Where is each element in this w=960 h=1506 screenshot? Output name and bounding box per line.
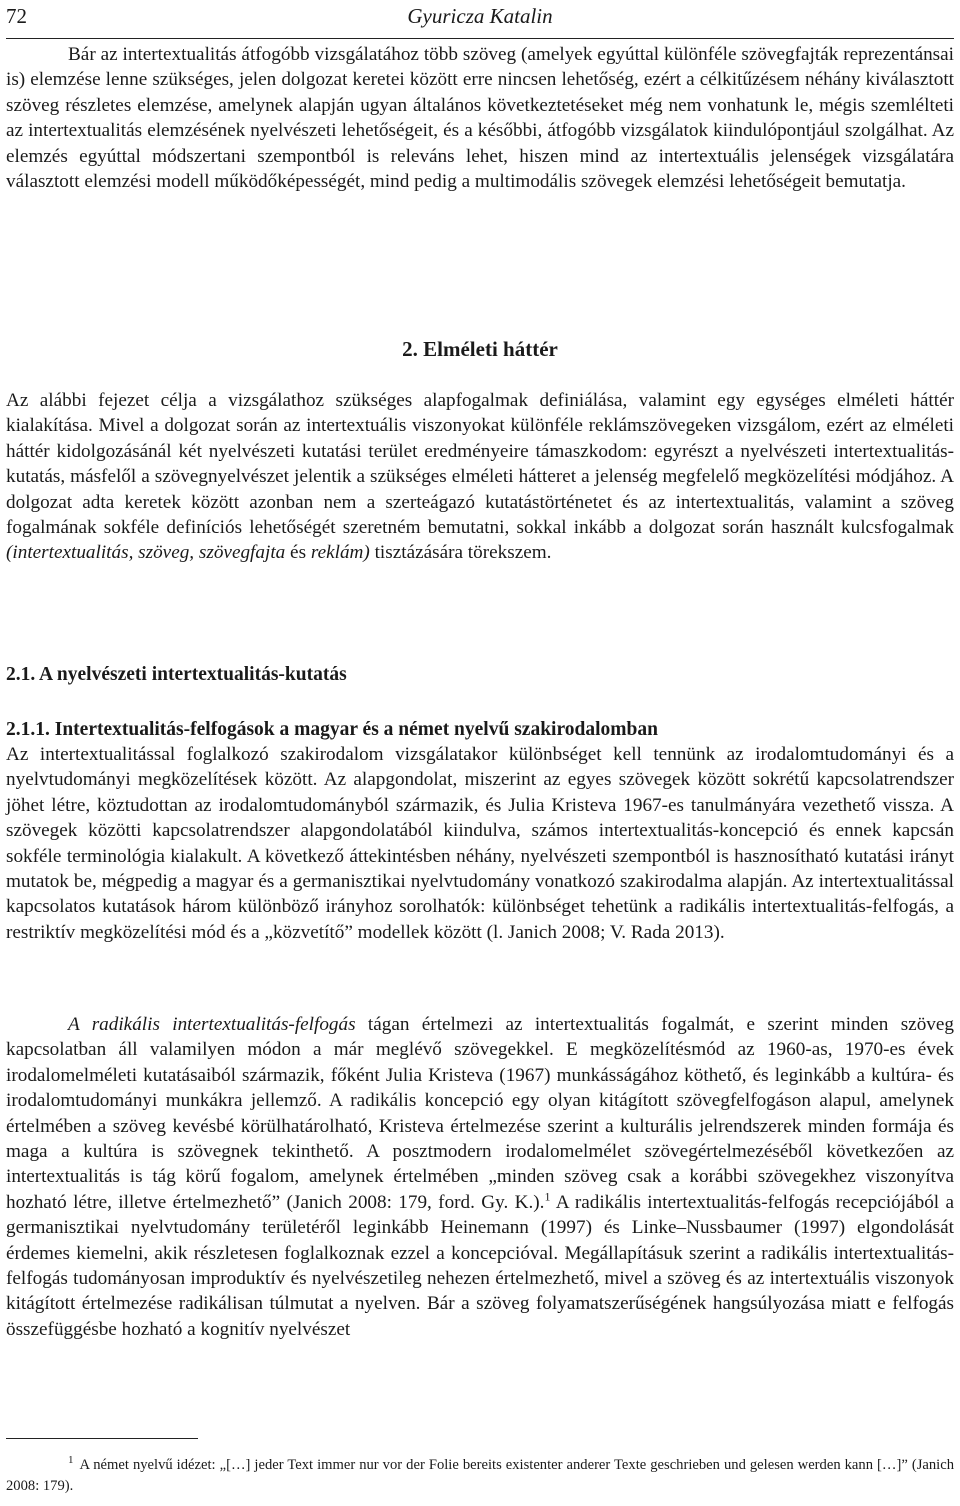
page-number: 72 xyxy=(6,4,27,28)
conjunction-text: és xyxy=(285,542,311,564)
section-2-1-1-paragraph-1: Az intertextualitással foglalkozó szakirodalom vizsgálatakor különbséget kell tennünk az irodalomtudományi és a nyelvtudományi megközelítések között. Az alapgondolat, miszerint az egyes szövegek között sokrétű kapcsolatrendszer jöhet létre, köztudottan az irodalomtudományból származik, és Julia Kristeva 1967-es tanulmányára vezethető vissza. A szövegek közötti kapcsolatrendszer alapgondolatából kiindulva, számos intertextualitás-koncepció és ennek kapcsán sokféle terminológia kialakult. A következő áttekintésben néhány, nyelvészeti szempontból is hasznosítható kutatási irányt mutatok be, mégpedig a magyar és a germanisztikai nyelvtudomány vonatkozó szakirodalma alapján. Az intertextualitással kapcsolatos kutatások három különböző irányhoz sorolhatók: különbséget tehetünk a radikális intertextualitás-felfogás, a restriktív megközelítési mód és a „közvetítő” modellek között (l. Janich 2008; V. Rada 2013). xyxy=(6,744,954,943)
section-2-text: Az alábbi fejezet célja a vizsgálathoz szükséges alapfogalmak definiálása, valamint egy egységes elméleti háttér kialakítása. Mivel a dolgozat során az intertextuális viszonyokat különféle reklámszövegeken vizsgálom, ezért az elméleti háttér kidolgozásánál két nyelvészeti kutatási terület eredményeire támaszkodom: egyrészt a nyelvészeti intertextualitás-kutatás, másfelől a szövegnyelvészet jelentik a szükséges elméleti hátteret a jelenség megfelelő megközelítési módjához. A dolgozat adta keretek között azonban nem a szerteágazó kutatástörténetet és az intertextualitás, valamint a szöveg fogalmának sokféle definíciós lehetőségét szeretném bemutatni, sokkal inkább a dolgozat során használt kulcsfogalmak xyxy=(6,390,954,539)
section-2-1-1-heading: 2.1.1. Intertextualitás-felfogások a magyar és a német nyelvű szakirodalomban xyxy=(6,719,658,740)
paragraph-2-text-a: tágan értelmezi az intertextualitás fogalmát, e szerint minden szöveg kapcsolatban áll valamilyen módon a már meglévő szövegekkel. E megközelítésmód az 1960-as, 1970-es évek irodalomelméleti kutatásaiból származik, főként Julia Kristeva (1967) munkásságához köthető, és leginkább a kultúra- és irodalomtudományi munkákra jellemző. A radikális koncepció egy olyan kitágított szövegfelfogáson alapul, amelynek értelmében a szöveg kevésbé körülhatárolható, Kristeva értelmezése szerint a kulturális jelrendszerek minden formája és maga a kultúra is szövegnek tekinthető. A posztmodern irodalomelmélet szövegértelmezéséből következően az intertextualitás is tág körű fogalom, amelynek értelmében „minden szöveg csak a korábbi szövegekhez viszonyítva hozható létre, illetve értelmezhető” (Janich 2008: 179, ford. Gy. K.). xyxy=(6,1014,954,1213)
keyword-list: (intertextualitás, szöveg, szövegfajta xyxy=(6,542,286,564)
header-rule xyxy=(6,38,954,39)
footnote-number: 1 xyxy=(68,1454,74,1467)
running-header xyxy=(6,0,954,34)
footnote-marker[interactable]: 1 xyxy=(544,1189,551,1204)
footnote-text: A német nyelvű idézet: „[…] jeder Text immer nur vor der Folie bereits existenter anderer Texte geschrieben und gelesen werden kann […]” (Janich 2008: 179). xyxy=(6,1457,954,1494)
footnote-rule xyxy=(6,1438,198,1439)
running-author: Gyuricza Katalin xyxy=(407,4,553,28)
section-2-heading: 2. Elméleti háttér xyxy=(402,337,558,361)
section-2-1-1-paragraph-2 xyxy=(6,1012,954,1342)
footnote xyxy=(6,1455,954,1497)
radical-concept-term: A radikális intertextualitás-felfogás xyxy=(68,1014,356,1035)
section-2-paragraph xyxy=(6,388,954,566)
intro-paragraph: Bár az intertextualitás átfogóbb vizsgálatához több szöveg (amelyek egyúttal különféle szövegfajták reprezentánsai is) elemzése lenne szükséges, jelen dolgozat keretei között erre nincsen lehetőség, ezért a célkitűzésem néhány kiválasztott szöveg részletes elemzése, amelynek alapján ugyan általános következtetéseket még nem vonhatunk le, mégis szemlélteti az intertextualitás elemzésének nyelvészeti lehetőségeit, és a későbbi, átfogóbb vizsgálatok kiindulópontjául szolgálhat. Az elemzés egyúttal módszertani szempontból is releváns lehet, hiszen mind az intertextuális jelenségek vizsgálatára választott elemzési modell működőképességét, mind pedig a multimodális szövegek elemzési lehetőségeit bemutatja. xyxy=(6,44,954,193)
keyword-reklam: reklám) xyxy=(310,542,370,564)
section-2-end: tisztázására törekszem. xyxy=(369,542,552,564)
paragraph-2-text-b: A radikális intertextualitás-felfogás recepciójából a germanisztikai nyelvtudomány területéről leginkább Heinemann (1997) és Linke–Nussbaumer (1997) elgondolását érdemes kiemelni, akik részletesen foglalkoznak ezzel a koncepcióval. Megállapításuk szerint a radikális intertextualitás-felfogás tudományosan improduktív és nyelvészetileg nehezen értelmezhető, mivel a szöveg és az intertextuális viszonyok kitágított értelmezése radikálisan túlmutat a nyelven. Bár a szöveg folyamatszerűségének hangsúlyozása miatt e felfogás összefüggésbe hozható a kognitív nyelvészet xyxy=(6,1191,954,1340)
section-2-1-heading: 2.1. A nyelvészeti intertextualitás-kutatás xyxy=(6,664,347,685)
